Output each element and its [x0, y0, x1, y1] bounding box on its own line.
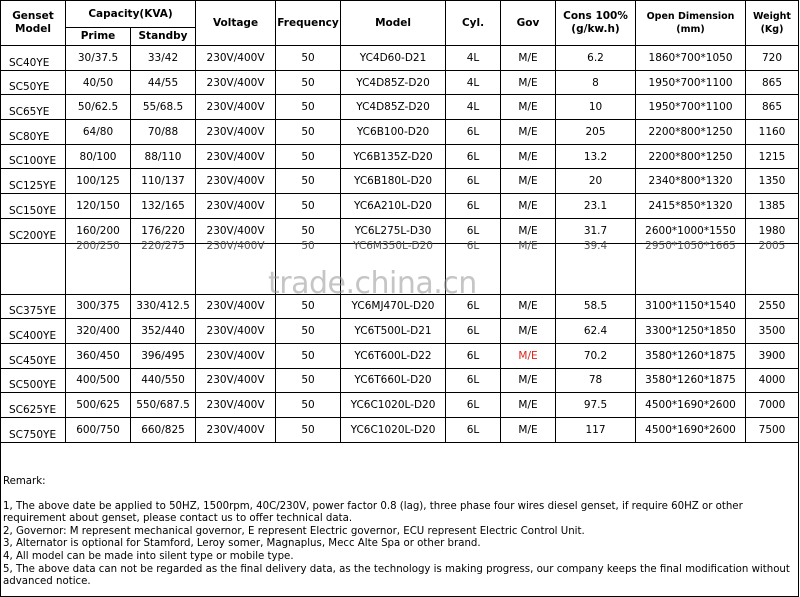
cell-weight: 2005 — [746, 243, 799, 294]
cell-consumption: 205 — [556, 120, 636, 145]
cell-frequency: 50 — [276, 46, 341, 71]
cell-dimension: 2340*800*1320 — [636, 169, 746, 194]
cell-voltage: 230V/400V — [196, 144, 276, 169]
cell-frequency: 50 — [276, 218, 341, 243]
cell-cylinders: 6L — [446, 319, 501, 344]
cell-engine-model: YC4D60-D21 — [341, 46, 446, 71]
cell-consumption: 58.5 — [556, 294, 636, 319]
cell-genset-model: SC625YE — [1, 393, 66, 418]
cell-genset-model: SC65YE — [1, 95, 66, 120]
cell-frequency: 50 — [276, 144, 341, 169]
cell-weight: 7500 — [746, 417, 799, 442]
table-row — [1, 46, 799, 71]
cell-governor: M/E — [501, 294, 556, 319]
remark-line: 3, Alternator is optional for Stamford, Leroy somer, Magnaplus, Mecc Alte Spa or other brand. — [3, 538, 481, 550]
cell-cylinders: 6L — [446, 393, 501, 418]
header-consumption: Cons 100% (g/kw.h) — [556, 1, 636, 46]
cell-voltage: 230V/400V — [196, 218, 276, 243]
cell-engine-model: YC6MJ470L-D20 — [341, 294, 446, 319]
cell-cylinders: 6L — [446, 343, 501, 368]
cell-governor-highlighted: M/E — [501, 343, 556, 368]
cell-weight: 1160 — [746, 120, 799, 145]
cell-genset-model: SC50YE — [1, 70, 66, 95]
cell-engine-model: YC6A210L-D20 — [341, 194, 446, 219]
table-row — [1, 194, 799, 219]
cell-standby: 110/137 — [131, 169, 196, 194]
cell-standby: 396/495 — [131, 343, 196, 368]
cell-engine-model: YC6T660L-D20 — [341, 368, 446, 393]
cell-engine-model: YC6C1020L-D20 — [341, 417, 446, 442]
cell-standby: 176/220 — [131, 218, 196, 243]
cell-governor: M/E — [501, 319, 556, 344]
cell-weight: 1980 — [746, 218, 799, 243]
cell-voltage: 230V/400V — [196, 243, 276, 294]
cell-governor: M/E — [501, 70, 556, 95]
remark-line: 1, The above date be applied to 50HZ, 1500rpm, 40C/230V, power factor 0.8 (lag), three phase four wires diesel genset, if require 60HZ or other requirement about genset, please contact us to offer technical data. — [3, 500, 743, 525]
cell-frequency: 50 — [276, 243, 341, 294]
cell-weight: 3500 — [746, 319, 799, 344]
cell-weight: 3900 — [746, 343, 799, 368]
cell-frequency: 50 — [276, 95, 341, 120]
cell-standby: 70/88 — [131, 120, 196, 145]
remark-line: 2, Governor: M represent mechanical governor, E represent Electric governor, ECU represent Electric Control Unit. — [3, 525, 585, 537]
header-frequency: Frequency — [276, 1, 341, 46]
cell-cylinders: 4L — [446, 46, 501, 71]
cell-frequency: 50 — [276, 319, 341, 344]
cell-dimension: 2600*1000*1550 — [636, 218, 746, 243]
cell-governor: M/E — [501, 194, 556, 219]
cell-genset-model: SC40YE — [1, 46, 66, 71]
cell-engine-model: YC6L275L-D30 — [341, 218, 446, 243]
cell-frequency: 50 — [276, 120, 341, 145]
cell-dimension: 1950*700*1100 — [636, 70, 746, 95]
cell-consumption: 62.4 — [556, 319, 636, 344]
table-row — [1, 144, 799, 169]
cell-genset-model: SC400YE — [1, 319, 66, 344]
cell-standby: 132/165 — [131, 194, 196, 219]
header-capacity: Capacity(KVA) — [66, 1, 196, 28]
cell-engine-model: YC4D85Z-D20 — [341, 70, 446, 95]
cell-dimension: 1860*700*1050 — [636, 46, 746, 71]
cell-genset-model: SC80YE — [1, 120, 66, 145]
header-standby: Standby — [131, 28, 196, 46]
cell-consumption: 39.4 — [556, 243, 636, 294]
cell-weight: 7000 — [746, 393, 799, 418]
cell-voltage: 230V/400V — [196, 417, 276, 442]
cell-standby: 660/825 — [131, 417, 196, 442]
cell-voltage: 230V/400V — [196, 95, 276, 120]
cell-prime: 200/250 — [66, 243, 131, 294]
table-row — [1, 169, 799, 194]
cell-governor: M/E — [501, 144, 556, 169]
remarks-section — [3, 476, 793, 589]
cell-dimension: 3300*1250*1850 — [636, 319, 746, 344]
cell-weight: 1385 — [746, 194, 799, 219]
table-row — [1, 95, 799, 120]
cell-voltage: 230V/400V — [196, 319, 276, 344]
cell-cylinders: 6L — [446, 194, 501, 219]
cell-cylinders: 6L — [446, 144, 501, 169]
remark-line: 5, The above data can not be regarded as the final delivery data, as the technology is making progress, our company keeps the final modification without advanced notice. — [3, 563, 790, 588]
cell-frequency: 50 — [276, 70, 341, 95]
cell-genset-model: SC450YE — [1, 343, 66, 368]
table-row — [1, 120, 799, 145]
table-row — [1, 368, 799, 393]
cell-governor: M/E — [501, 218, 556, 243]
cell-prime: 50/62.5 — [66, 95, 131, 120]
cell-standby: 440/550 — [131, 368, 196, 393]
cell-consumption: 31.7 — [556, 218, 636, 243]
cell-standby: 44/55 — [131, 70, 196, 95]
cell-voltage: 230V/400V — [196, 194, 276, 219]
cell-prime: 320/400 — [66, 319, 131, 344]
watermark-text: trade.china.cn — [268, 266, 477, 301]
cell-governor: M/E — [501, 95, 556, 120]
cell-standby: 330/412.5 — [131, 294, 196, 319]
cell-dimension: 4500*1690*2600 — [636, 393, 746, 418]
cell-genset-model: SC100YE — [1, 144, 66, 169]
table-row — [1, 70, 799, 95]
table-row — [1, 393, 799, 418]
header-prime: Prime — [66, 28, 131, 46]
cell-genset-model: SC125YE — [1, 169, 66, 194]
cell-consumption: 6.2 — [556, 46, 636, 71]
cell-weight: 1215 — [746, 144, 799, 169]
cell-cylinders: 6L — [446, 120, 501, 145]
cell-frequency: 50 — [276, 343, 341, 368]
cell-prime: 600/750 — [66, 417, 131, 442]
cell-consumption: 20 — [556, 169, 636, 194]
cell-voltage: 230V/400V — [196, 120, 276, 145]
cell-dimension: 2415*850*1320 — [636, 194, 746, 219]
cell-dimension: 1950*700*1100 — [636, 95, 746, 120]
cell-consumption: 70.2 — [556, 343, 636, 368]
cell-standby: 550/687.5 — [131, 393, 196, 418]
table-row — [1, 343, 799, 368]
cell-voltage: 230V/400V — [196, 169, 276, 194]
cell-standby: 88/110 — [131, 144, 196, 169]
cell-weight: 720 — [746, 46, 799, 71]
cell-prime: 500/625 — [66, 393, 131, 418]
cell-voltage: 230V/400V — [196, 368, 276, 393]
cell-genset-model: SC750YE — [1, 417, 66, 442]
cell-prime: 40/50 — [66, 70, 131, 95]
cell-prime: 64/80 — [66, 120, 131, 145]
cell-weight: 4000 — [746, 368, 799, 393]
cell-governor: M/E — [501, 368, 556, 393]
cell-frequency: 50 — [276, 368, 341, 393]
cell-prime: 100/125 — [66, 169, 131, 194]
cell-dimension: 2200*800*1250 — [636, 144, 746, 169]
cell-prime: 360/450 — [66, 343, 131, 368]
cell-dimension: 2200*800*1250 — [636, 120, 746, 145]
cell-genset-model: SC150YE — [1, 194, 66, 219]
cell-dimension: 4500*1690*2600 — [636, 417, 746, 442]
cell-prime: 30/37.5 — [66, 46, 131, 71]
cell-governor: M/E — [501, 393, 556, 418]
cell-genset-model — [1, 243, 66, 294]
remarks-title: Remark: — [3, 476, 46, 487]
cell-engine-model: YC4D85Z-D20 — [341, 95, 446, 120]
cell-engine-model: YC6T600L-D22 — [341, 343, 446, 368]
cell-consumption: 23.1 — [556, 194, 636, 219]
header-voltage: Voltage — [196, 1, 276, 46]
cell-cylinders: 4L — [446, 95, 501, 120]
cell-governor: M/E — [501, 169, 556, 194]
cell-cylinders: 6L — [446, 368, 501, 393]
cell-frequency: 50 — [276, 393, 341, 418]
cell-engine-model: YC6B135Z-D20 — [341, 144, 446, 169]
cell-cylinders: 6L — [446, 243, 501, 294]
table-row — [1, 319, 799, 344]
cell-voltage: 230V/400V — [196, 294, 276, 319]
table-row — [1, 294, 799, 319]
cell-frequency: 50 — [276, 417, 341, 442]
cell-prime: 300/375 — [66, 294, 131, 319]
cell-consumption: 13.2 — [556, 144, 636, 169]
cell-consumption: 8 — [556, 70, 636, 95]
cell-weight: 2550 — [746, 294, 799, 319]
table-row-obscured — [1, 243, 799, 294]
remarks-spacer — [3, 489, 793, 501]
cell-dimension: 3580*1260*1875 — [636, 343, 746, 368]
cell-engine-model: YC6B100-D20 — [341, 120, 446, 145]
cell-engine-model: YC6T500L-D21 — [341, 319, 446, 344]
header-governor: Gov — [501, 1, 556, 46]
cell-consumption: 78 — [556, 368, 636, 393]
cell-prime: 120/150 — [66, 194, 131, 219]
cell-engine-model: YC6C1020L-D20 — [341, 393, 446, 418]
cell-frequency: 50 — [276, 169, 341, 194]
cell-cylinders: 6L — [446, 417, 501, 442]
header-genset-model: Genset Model — [1, 1, 66, 46]
header-engine-model: Model — [341, 1, 446, 46]
cell-dimension: 3100*1150*1540 — [636, 294, 746, 319]
cell-genset-model: SC200YE — [1, 218, 66, 243]
cell-genset-model: SC500YE — [1, 368, 66, 393]
cell-standby: 352/440 — [131, 319, 196, 344]
cell-consumption: 10 — [556, 95, 636, 120]
header-dimension: Open Dimension (mm) — [636, 1, 746, 46]
cell-prime: 160/200 — [66, 218, 131, 243]
cell-engine-model: YC6M350L-D20 — [341, 243, 446, 294]
cell-governor: M/E — [501, 243, 556, 294]
cell-standby: 33/42 — [131, 46, 196, 71]
cell-governor: M/E — [501, 46, 556, 71]
cell-weight: 865 — [746, 95, 799, 120]
cell-weight: 865 — [746, 70, 799, 95]
cell-frequency: 50 — [276, 194, 341, 219]
cell-prime: 400/500 — [66, 368, 131, 393]
header-weight: Weight (Kg) — [746, 1, 799, 46]
cell-weight: 1350 — [746, 169, 799, 194]
table-row — [1, 417, 799, 442]
cell-dimension: 3580*1260*1875 — [636, 368, 746, 393]
cell-frequency: 50 — [276, 294, 341, 319]
remark-line: 4, All model can be made into silent type or mobile type. — [3, 550, 294, 562]
cell-genset-model: SC375YE — [1, 294, 66, 319]
cell-voltage: 230V/400V — [196, 70, 276, 95]
cell-governor: M/E — [501, 120, 556, 145]
cell-consumption: 97.5 — [556, 393, 636, 418]
cell-cylinders: 6L — [446, 218, 501, 243]
cell-dimension: 2950*1050*1665 — [636, 243, 746, 294]
cell-governor: M/E — [501, 417, 556, 442]
cell-standby: 55/68.5 — [131, 95, 196, 120]
cell-voltage: 230V/400V — [196, 46, 276, 71]
cell-engine-model: YC6B180L-D20 — [341, 169, 446, 194]
cell-voltage: 230V/400V — [196, 393, 276, 418]
header-cylinders: Cyl. — [446, 1, 501, 46]
cell-consumption: 117 — [556, 417, 636, 442]
cell-cylinders: 6L — [446, 169, 501, 194]
cell-standby: 220/275 — [131, 243, 196, 294]
cell-cylinders: 6L — [446, 294, 501, 319]
cell-voltage: 230V/400V — [196, 343, 276, 368]
cell-prime: 80/100 — [66, 144, 131, 169]
cell-cylinders: 4L — [446, 70, 501, 95]
